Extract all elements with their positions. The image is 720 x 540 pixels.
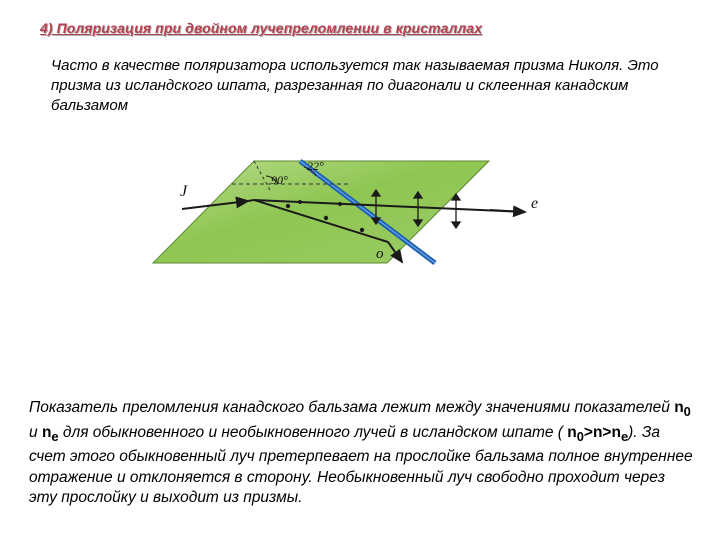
label-extraordinary: e: [531, 195, 539, 212]
inequality: $n_0>n>n_e$: [567, 423, 629, 444]
label-incident: J: [180, 183, 188, 200]
label-ordinary: o: [376, 246, 384, 262]
symbol-ne: $n_e$: [41, 423, 59, 444]
paragraph-part-2: для обыкновенного и необыкновенного лучей в исландском шпате (: [58, 423, 568, 441]
nicol-prism-diagram: [150, 150, 570, 300]
paragraph-part-3: ). За счет этого обыкновенный луч претерпевает на прослойке бальзама полное внутреннее отражение и отклоняется в сторону. Необыкновенный луч свободно проходит через эту прослойку и выходит из призмы.: [29, 423, 693, 507]
intro-text: Часто в качестве поляризатора используется так называемая призма Николя. Это призма из исландского шпата, разрезанная по диагонали и склеенная канадским бальзамом: [51, 57, 659, 114]
angle-22-label: 22°: [307, 159, 324, 173]
paragraph-and: и: [29, 423, 42, 441]
angle-90-label: 90°: [271, 173, 288, 187]
explanation-paragraph: [29, 398, 697, 509]
symbol-n0: $n_0$: [674, 399, 691, 420]
nicol-prism-figure: [150, 150, 570, 300]
slide-title: 4) Поляризация при двойном лучепреломлении в кристаллах: [40, 20, 483, 36]
paragraph-part-1: Показатель преломления канадского бальзама лежит между значениями показателей: [29, 399, 675, 416]
